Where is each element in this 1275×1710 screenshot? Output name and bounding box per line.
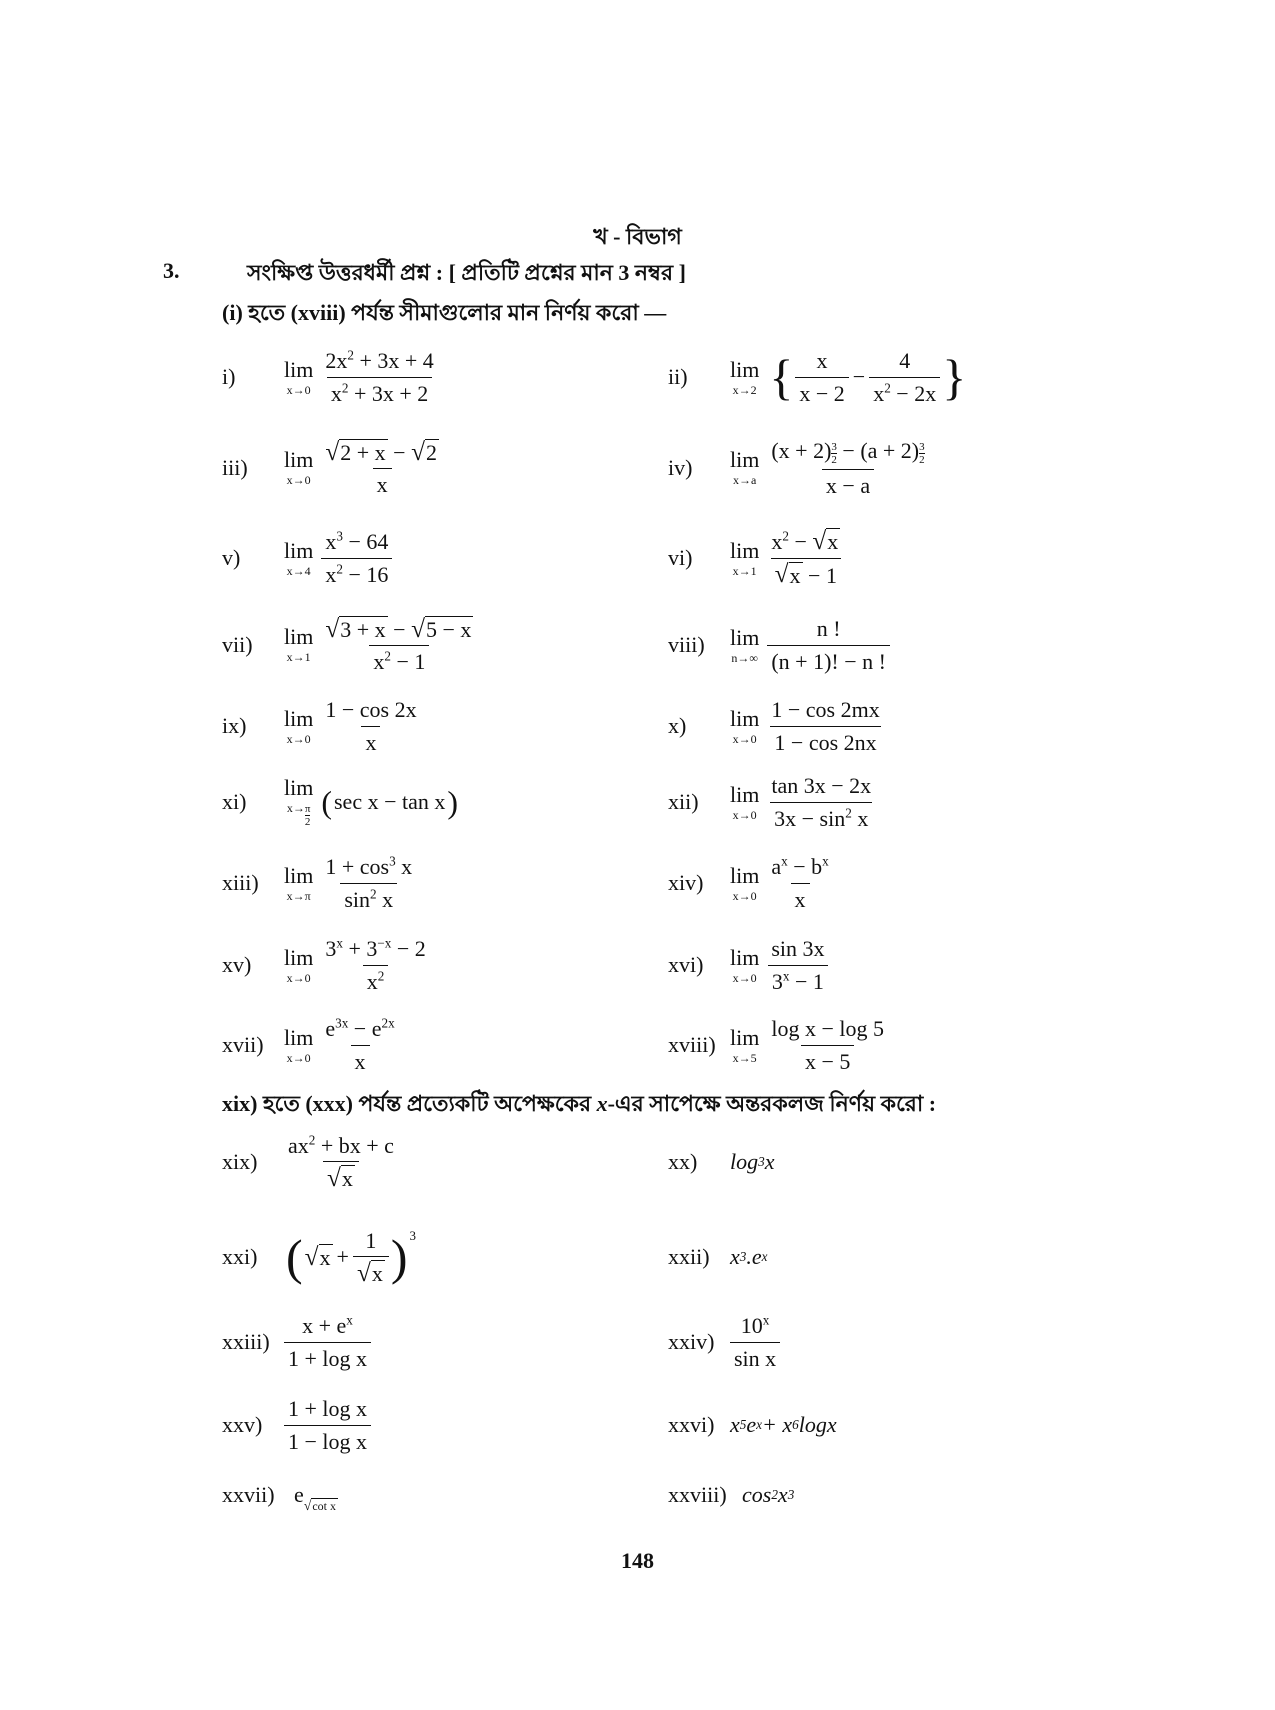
instruction-derivatives: xix) হতে (xxx) পর্যন্ত প্রত্যেকটি অপেক্ষকের x-এর সাপেক্ষে অন্তরকলজ নির্ণয় করো : xyxy=(222,1091,937,1116)
problem-label: vii) xyxy=(222,632,253,657)
problem-label: ii) xyxy=(668,364,688,389)
limit-operator: lim x→0 xyxy=(730,705,760,746)
expression: cos 2 x 3 xyxy=(742,1482,795,1507)
problem-label: xxii) xyxy=(668,1244,710,1269)
expression: x 5 e x + x 6 logx xyxy=(730,1412,837,1437)
limit-operator: lim x→0 xyxy=(284,944,314,985)
problem-xii xyxy=(668,762,875,842)
problem-label: xi) xyxy=(222,789,247,814)
expression: log 3 x xyxy=(730,1149,775,1174)
problem-iv xyxy=(668,428,929,508)
problem-label: viii) xyxy=(668,632,705,657)
expression: lim x→0 √ 2 + x − √ 2 x xyxy=(284,437,437,497)
expression: lim x→π $\frac{1 + \cos^3 x}{\sin^2 x}$ xyxy=(284,853,413,912)
limit-operator: lim x→0 xyxy=(284,705,314,746)
expression: lim x→2 { $\frac{x}{x - 2}$ − $\frac{4}{x^2 - 2x}$ } xyxy=(730,348,967,406)
instruction-limits: (i) হতে (xviii) পর্যন্ত সীমাগুলোর মান নির্ণয় করো — xyxy=(222,300,667,325)
problem-ii xyxy=(668,337,968,417)
problem-label: xxiv) xyxy=(668,1329,715,1354)
question-heading: সংক্ষিপ্ত উত্তরধর্মী প্রশ্ন : [ প্রতিটি প্রশ্নের মান 3 নম্বর ] xyxy=(247,260,686,285)
expression: lim x→0 $\frac{2x^2 + 3x + 4}{x^2 + 3x + 2}$ xyxy=(284,347,434,406)
expression: x 3 .e x xyxy=(730,1244,768,1269)
expression: lim x→0 $\frac{1 - \cos 2x}{x}$ xyxy=(284,697,417,755)
problem-vii xyxy=(222,605,477,685)
problem-xxv xyxy=(222,1385,371,1465)
limit-operator: lim x→2 xyxy=(730,356,760,397)
problem-label: xvii) xyxy=(222,1032,264,1057)
problem-xxi xyxy=(222,1217,416,1297)
problem-label: xv) xyxy=(222,952,252,977)
limit-operator: lim x→5 xyxy=(730,1024,760,1065)
problem-label: xxvii) xyxy=(222,1482,275,1507)
problem-v xyxy=(222,518,392,598)
limit-operator: lim x→ $\frac{\pi}{2}$ xyxy=(284,774,314,828)
question-number: 3. xyxy=(163,258,180,283)
expression: lim x→5 $\frac{\text{log x − log 5}}{x - 5}$ xyxy=(730,1016,884,1074)
problem-xvii xyxy=(222,1005,399,1085)
section-title: খ - বিভাগ xyxy=(593,224,682,249)
page-number: 148 xyxy=(621,1548,654,1573)
limit-operator: lim x→4 xyxy=(284,537,314,578)
limit-operator: lim x→0 xyxy=(284,1024,314,1065)
problem-xxvi xyxy=(668,1385,837,1465)
expression: lim x→0 $\frac{1 - \cos 2mx}{1 - \cos 2nx}$ xyxy=(730,697,880,755)
problem-label: v) xyxy=(222,545,241,570)
expression: lim x→0 $\frac{e^{3x} - e^{2x}}{x}$ xyxy=(284,1015,395,1074)
problem-label: vi) xyxy=(668,545,693,570)
expression: lim x→0 $\frac{a^x - b^x}{x}$ xyxy=(730,853,829,912)
limit-operator: lim n→∞ xyxy=(730,624,760,665)
problem-xvi xyxy=(668,925,829,1005)
problem-xiv xyxy=(668,843,833,923)
expression: lim n→∞ $\frac{n !}{(n + 1)! - n !}$ xyxy=(730,616,890,674)
problem-vi xyxy=(668,518,844,598)
problem-label: xii) xyxy=(668,789,699,814)
problem-ix xyxy=(222,686,421,766)
expression: $ax^2$ + bx + c √ x xyxy=(288,1132,394,1192)
problem-i xyxy=(222,337,438,417)
limit-operator: lim x→0 xyxy=(284,447,314,488)
problem-xiii xyxy=(222,843,416,923)
problem-label: xxv) xyxy=(222,1412,263,1437)
expression: lim x→a (x + 2) $\frac{3}{2}$ − (a + 2) $\frac{3}{2}$ x − a xyxy=(730,437,925,498)
problem-x xyxy=(668,686,884,766)
limit-operator: lim x→0 xyxy=(284,356,314,397)
problem-label: iii) xyxy=(222,455,248,480)
limit-operator: lim x→π xyxy=(284,862,314,903)
limit-operator: lim x→0 xyxy=(730,781,760,822)
problem-label: iv) xyxy=(668,455,693,480)
problem-viii xyxy=(668,605,890,685)
expression: $\frac{\text{1 + log x}}{\text{1 − log x}}$ xyxy=(284,1396,371,1454)
expression: lim x→0 $\frac{3^x + 3^{-x} - 2}{x^2}$ xyxy=(284,935,426,994)
problem-label: xxi) xyxy=(222,1244,258,1269)
expression: $\frac{x + e^x}{\text{1 + log x}}$ xyxy=(284,1313,371,1371)
limit-operator: lim x→a xyxy=(730,447,760,488)
expression: ( √ x + 1 √ x ) 3 xyxy=(286,1227,417,1287)
problem-label: xxvi) xyxy=(668,1412,715,1437)
problem-xx xyxy=(668,1122,774,1202)
problem-xxiv xyxy=(668,1302,780,1382)
expression: lim x→1 √ 3 + x − √ 5 − x $x^2 - 1$ xyxy=(284,614,472,674)
expression: lim x→0 $\frac{\sin 3x}{3^x - 1}$ xyxy=(730,936,829,994)
problem-iii xyxy=(222,428,443,508)
problem-label: xx) xyxy=(668,1149,698,1174)
problem-xix xyxy=(222,1122,398,1202)
expression: $\frac{10^x}{\text{sin x}}$ xyxy=(730,1313,780,1371)
limit-operator: lim x→0 xyxy=(730,944,760,985)
expression: lim x→0 $\frac{\tan 3x - 2x}{3x - \sin^2 x}$ xyxy=(730,773,872,831)
problem-label: xxviii) xyxy=(668,1482,727,1507)
problem-label: xiii) xyxy=(222,870,259,895)
problem-xviii xyxy=(668,1005,888,1085)
problem-label: xix) xyxy=(222,1149,258,1174)
problem-xi xyxy=(222,762,458,842)
limit-operator: lim x→1 xyxy=(730,537,760,578)
problem-label: xxiii) xyxy=(222,1329,270,1354)
expression: lim x→4 $\frac{x^3 - 64}{x^2 - 16}$ xyxy=(284,529,392,587)
expression: lim x→1 $x^2$ − √ x √ x − 1 xyxy=(730,528,844,587)
problem-xxiii xyxy=(222,1302,371,1382)
problem-label: i) xyxy=(222,364,236,389)
problem-label: xviii) xyxy=(668,1032,716,1057)
limit-operator: lim x→1 xyxy=(284,624,314,665)
problem-label: ix) xyxy=(222,713,247,738)
problem-xxviii xyxy=(668,1455,794,1535)
problem-xxvii xyxy=(222,1455,338,1535)
limit-operator: lim x→0 xyxy=(730,862,760,903)
expression: e √ cot x xyxy=(294,1481,337,1514)
problem-xxii xyxy=(668,1217,767,1297)
problem-xv xyxy=(222,925,430,1005)
problem-label: xiv) xyxy=(668,870,704,895)
problem-label: x) xyxy=(668,713,687,738)
problem-label: xvi) xyxy=(668,952,704,977)
expression: lim x→ $\frac{\pi}{2}$ ( sec x − tan x ) xyxy=(284,774,459,828)
